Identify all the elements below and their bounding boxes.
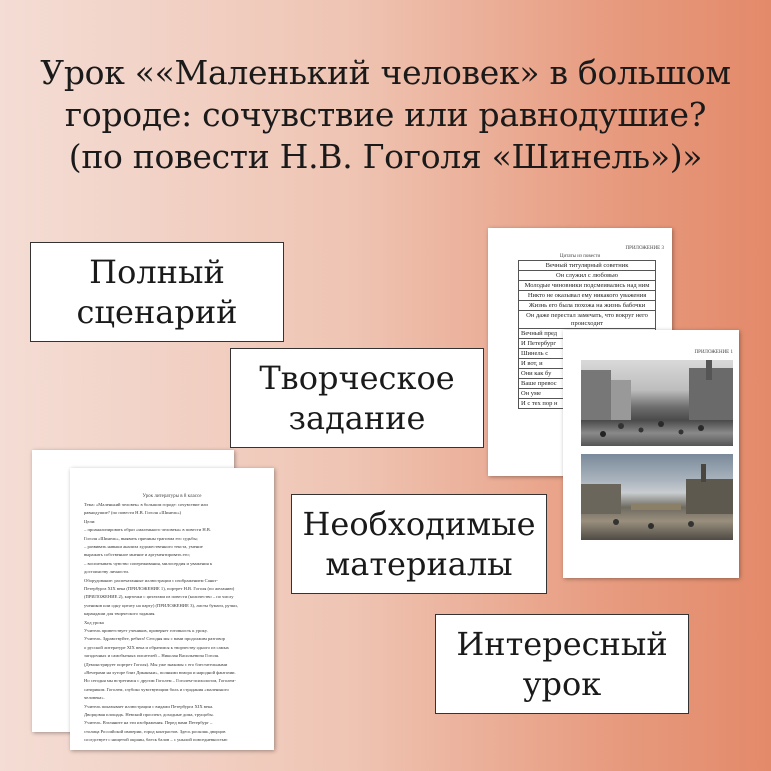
lesson-line: – воспитывать чувство сопереживания, милосердия и уважения к [84,560,213,566]
label-full-scenario [30,242,284,342]
label-creative-task [230,348,484,448]
quote-row: И Петербург [519,339,656,349]
lesson-line: Учитель приветствует учеников, проверяет готовность к уроку. [84,628,208,633]
label-materials [291,494,547,594]
quote-row: Вечный пред [519,329,656,339]
lesson-line: Учитель. Взгляните на эти изображения. Перед вами Петербург – [84,720,213,726]
lesson-line: Гоголя «Шинель», выявить причины трагизма его судьбы; [84,535,198,541]
city-painting-icon [581,454,733,540]
quote-row: Жизнь его была похожа на жизнь бабочки [519,301,656,311]
petersburg-photo-2 [581,454,733,540]
label-interesting-lesson-line-1: Интересный [456,625,668,663]
lesson-line: равнодушие? (по повести Н.В. Гоголя «Шинель») [84,510,182,516]
lesson-line: Цели: [84,518,96,524]
quote-row: Ваше превос [519,379,656,389]
lesson-line: загадочных и самобытных писателей – Николая Васильевича Гоголя. [84,653,220,659]
lesson-line: достоинству личности. [84,569,130,575]
lesson-line: «Вечерами на хуторе близ Диканьки», полными юмора и народной фантазии. [84,670,236,675]
lesson-line: (ПРИЛОЖЕНИЕ 2), карточки с цитатами из повести (количество – по числу [84,594,234,600]
lesson-line: Но сегодня мы встретимся с другим Гоголем – Гоголем-психологом, Гоголем- [84,678,236,684]
lesson-line: – развивать навыки анализа художественного текста, умение [84,544,203,549]
title-line-3: (по повести Н.В. Гоголя «Шинель»)» [68,137,703,176]
page-title [10,52,761,178]
lesson-line: человека». [84,695,105,701]
label-materials-line-2: материалы [325,545,513,583]
label-creative-task-line-2: задание [288,399,426,437]
label-full-scenario-line-2: сценарий [76,293,238,331]
lesson-line: Ход урока [84,619,104,625]
label-materials-line-1: Необходимые [302,505,536,543]
lesson-line: Учитель. Здравствуйте, ребята! Сегодня мы с вами продолжим разговор [84,636,225,642]
lesson-line: учеников или одну цитату на парту) (ПРИЛОЖЕНИЕ 3), листы бумаги, ручки, [84,602,238,608]
lesson-line: столица Российской империи, город контрастов. Здесь роскошь дворцов [84,728,226,734]
quote-row: Он даже перестал замечать, что вокруг него происходит [519,311,656,329]
quote-row: Он уме [519,389,656,399]
petersburg-photo-1 [581,360,733,446]
photos-document-preview [563,330,739,578]
quote-row: Он служил с любовью [519,271,656,281]
quotes-doc-subtitle: Цитаты из повести [559,254,601,259]
quote-row: Молодые чиновники подсмеивались над ним [519,281,656,291]
label-interesting-lesson [435,614,689,714]
quote-row: Они как бу [519,369,656,379]
lesson-line: Тема: «Маленький человек» в большом городе: сочувствие или [84,502,208,507]
photos-doc-header: ПРИЛОЖЕНИЕ 1 [694,350,733,355]
label-full-scenario-line-1: Полный [89,253,225,291]
lesson-line: – проанализировать образ «маленького человека» в повести Н.В. [84,527,212,533]
title-line-1: Урок ««Маленький человек» в большом [40,53,731,92]
lesson-document-preview [70,468,274,750]
lesson-doc-title: Урок литературы в 8 классе [142,494,202,499]
lesson-line: о русской литературе XIX века и обратимся к творчеству одного из самых [84,644,229,650]
label-creative-task-line-1: Творческое [259,359,455,397]
title-line-2: городе: сочувствие или равнодушие? [64,95,707,134]
quote-row: Шинель с [519,349,656,359]
lesson-line: Учитель показывает иллюстрации с видами Петербурга XIX века. [84,703,214,709]
street-scene-icon [581,360,733,446]
lesson-line: Петербурга XIX века (ПРИЛОЖЕНИЕ 1), портрет Н.В. Гоголя (по желанию) [84,586,235,591]
quote-row: И с тех пор н [519,399,656,409]
lesson-line: сатириком. Гоголем, глубоко чувствующим боль и страдания «маленького [84,686,229,692]
quotes-doc-header: ПРИЛОЖЕНИЕ 3 [625,246,664,251]
quote-row: Никто не оказывал ему никакого уважения [519,291,656,301]
quote-row: И вот, и [519,359,656,369]
lesson-line: Дворцовая площадь. Невский проспект, доходные дома, трущобы. [84,712,214,717]
lesson-line: соседствует с нищетой окраин, блеск балов – с унылой повседневностью [84,737,228,743]
lesson-line: выражать собственное мнение и аргументировать его; [84,552,190,558]
lesson-line: Оборудование: распечатанные иллюстрации с изображением Санкт- [84,577,218,583]
lesson-line: карандаши для творческого задания. [84,611,156,617]
lesson-line: (Демонстрирует портрет Гоголя). Мы уже знакомы с его блестательными [84,661,228,667]
quote-row: Вечный титулярный советник [519,261,656,271]
label-interesting-lesson-line-2: урок [522,665,602,703]
